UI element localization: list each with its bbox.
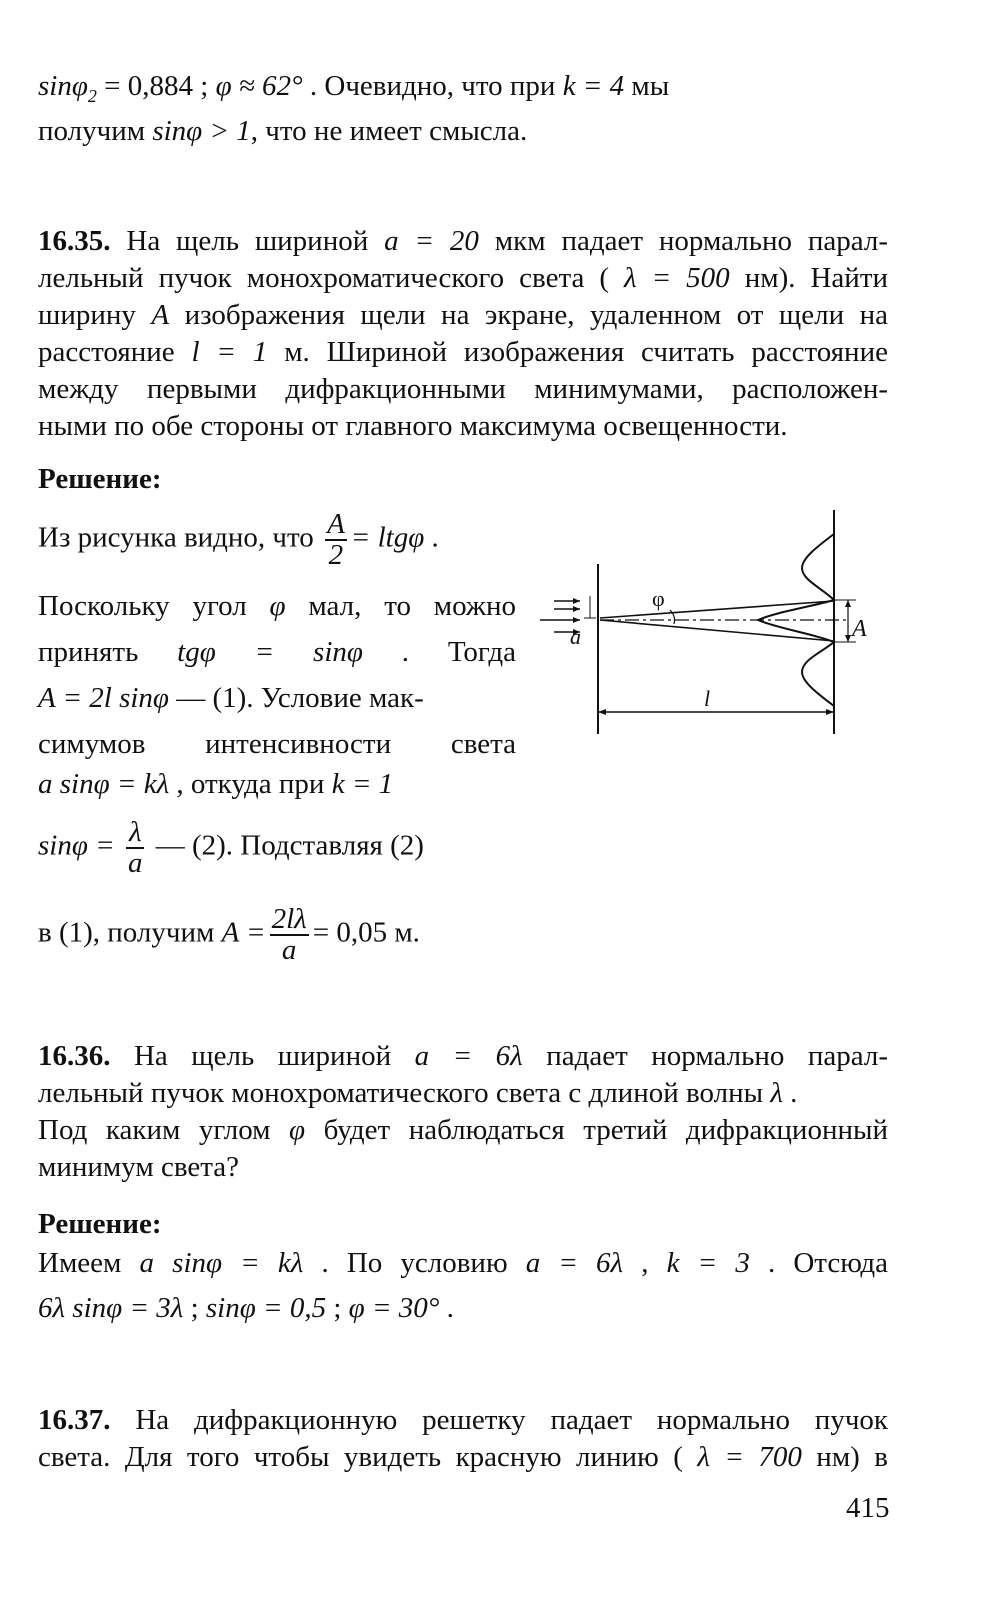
text: — (1). Условие мак- [168,682,424,714]
diffracted-ray-upper [600,601,834,618]
diffracted-ray-lower [600,620,834,641]
text: ширину [38,299,152,331]
solution-line-3 [38,636,516,669]
fraction [325,510,347,570]
formula: k = 4 [562,70,625,102]
problem-number: 16.35. [38,225,111,257]
text: мы [624,70,670,102]
arrow-head-icon [573,617,580,623]
text: Под каким углом [38,1114,290,1146]
solution-heading: Решение: [38,1208,162,1240]
text: Поскольку угол [38,590,270,622]
text: нм). Найти [729,262,889,294]
text: = 0,05 м. [312,916,420,949]
text: света. Для того чтобы увидеть красную линию ( [38,1441,698,1473]
top-line-1 [38,70,888,107]
formula: a = 20 [384,225,479,257]
problem-number: 16.36. [38,1040,111,1072]
text: , [623,1247,667,1279]
formula: = ltgφ [350,521,425,554]
arrow-head-icon [826,709,834,715]
formula: φ [289,1114,306,1146]
label-l: l [704,686,711,711]
p1636-line-1 [38,1040,888,1073]
p1635-line-6: ными по обе стороны от главного максимума освещенности. [38,410,788,442]
text: нм) в [801,1441,888,1473]
fraction-numerator: 2lλ [271,903,307,935]
arrow-head-icon [598,709,606,715]
p1636-solution-line-1 [38,1247,888,1280]
text: , что не имеет смысла. [250,115,528,147]
p1636-line-2 [38,1077,888,1110]
formula: sinφ$_2$ [38,70,97,106]
text: На щель шириной [110,225,385,257]
formula: φ [269,590,286,622]
text: , откуда при [169,768,332,800]
arrow-head-icon [573,598,580,604]
fraction-numerator: A [327,508,345,540]
solution-line-2 [38,590,516,623]
text: в (1), получим [38,916,222,949]
solution-line-1 [38,510,528,570]
p1635-line-2 [38,262,888,295]
formula: φ = 30° [348,1292,440,1324]
p1636-line-4: минимум света? [38,1151,240,1183]
label-a: a [570,624,581,649]
p1636-line-3 [38,1114,888,1147]
text: мал, то можно [285,590,516,622]
arrow-head-icon [845,635,851,642]
text: . [439,1292,454,1324]
solution-line-6 [38,768,516,801]
text: . Очевидно, что при [302,70,563,102]
formula: A = 2l sinφ [38,682,169,714]
problem-number: 16.37. [38,1404,111,1436]
text: лельный пучок монохроматического света с длиной волны [38,1077,771,1109]
text: Из рисунка видно, что [38,521,322,554]
formula: A = [221,916,266,949]
p1637-line-1 [38,1404,888,1437]
top-line-2 [38,115,888,148]
p1635-line-1 [38,225,888,258]
formula: A [151,299,170,331]
text: . [424,521,439,554]
solution-line-5: симумов интенсивности света [38,728,516,760]
text: = 0,884 ; [96,70,216,102]
arrow-head-icon [573,606,580,612]
text: . [362,636,410,668]
text: падает нормально парал- [522,1040,888,1072]
text: На дифракционную решетку падает нормально пучок [110,1404,888,1436]
formula: λ = 700 [697,1441,802,1473]
p1635-line-5: между первыми дифракционными минимумами, расположен- [38,373,888,405]
text: — (2). Подставляя (2) [148,829,424,862]
text: ; [183,1292,206,1324]
fraction-numerator: λ [128,816,142,848]
text: Имеем [38,1247,140,1279]
formula: a sinφ = kλ [139,1247,304,1279]
fraction [270,905,309,965]
solution-line-4 [38,682,516,715]
text: принять [38,636,139,668]
formula: 6λ sinφ = 3λ [38,1292,184,1324]
fraction-denominator: a [127,847,143,879]
text: . По условию [303,1247,526,1279]
formula: a = 6λ [414,1040,523,1072]
text: изображения щели на экране, удаленном от щели на [169,299,888,331]
formula: sinφ > 1 [152,115,251,147]
formula: a sinφ = kλ [38,768,170,800]
solution-line-8 [38,905,516,965]
formula: tgφ = sinφ [177,636,363,668]
formula: k = 1 [331,768,394,800]
solution-line-7 [38,818,516,878]
fraction-denominator: 2 [325,539,347,570]
text: . Отсюда [749,1247,889,1279]
formula: λ [770,1077,783,1109]
text: лельный пучок монохроматического света ( [38,262,625,294]
formula: φ ≈ 62° [215,70,303,102]
p1635-line-4 [38,336,888,369]
formula: λ = 500 [624,262,730,294]
text: м. Шириной изображения считать расстояние [267,336,888,368]
fraction [126,818,145,878]
fraction-denominator: a [270,934,309,965]
formula: sinφ = [38,829,122,862]
text: ; [326,1292,349,1324]
formula: sinφ = 0,5 [205,1292,327,1324]
formula: l = 1 [191,336,268,368]
text: расстояние [38,336,192,368]
p1637-line-2 [38,1441,888,1474]
text: На щель шириной [110,1040,415,1072]
p1636-solution-line-2 [38,1292,888,1325]
label-A: A [852,616,867,642]
arrow-head-icon [845,600,851,607]
text: получим [38,115,153,147]
label-phi: φ [652,586,665,611]
text: будет наблюдаться третий дифракционный [305,1114,888,1146]
text: . [782,1077,798,1109]
diffraction-diagram [540,506,867,736]
formula: a = 6λ [525,1247,624,1279]
text: Тогда [447,636,517,668]
text: мкм падает нормально парал- [478,225,888,257]
solution-heading: Решение: [38,463,162,495]
p1635-line-3 [38,299,888,332]
formula: k = 3 [666,1247,750,1279]
page-number: 415 [846,1492,890,1524]
